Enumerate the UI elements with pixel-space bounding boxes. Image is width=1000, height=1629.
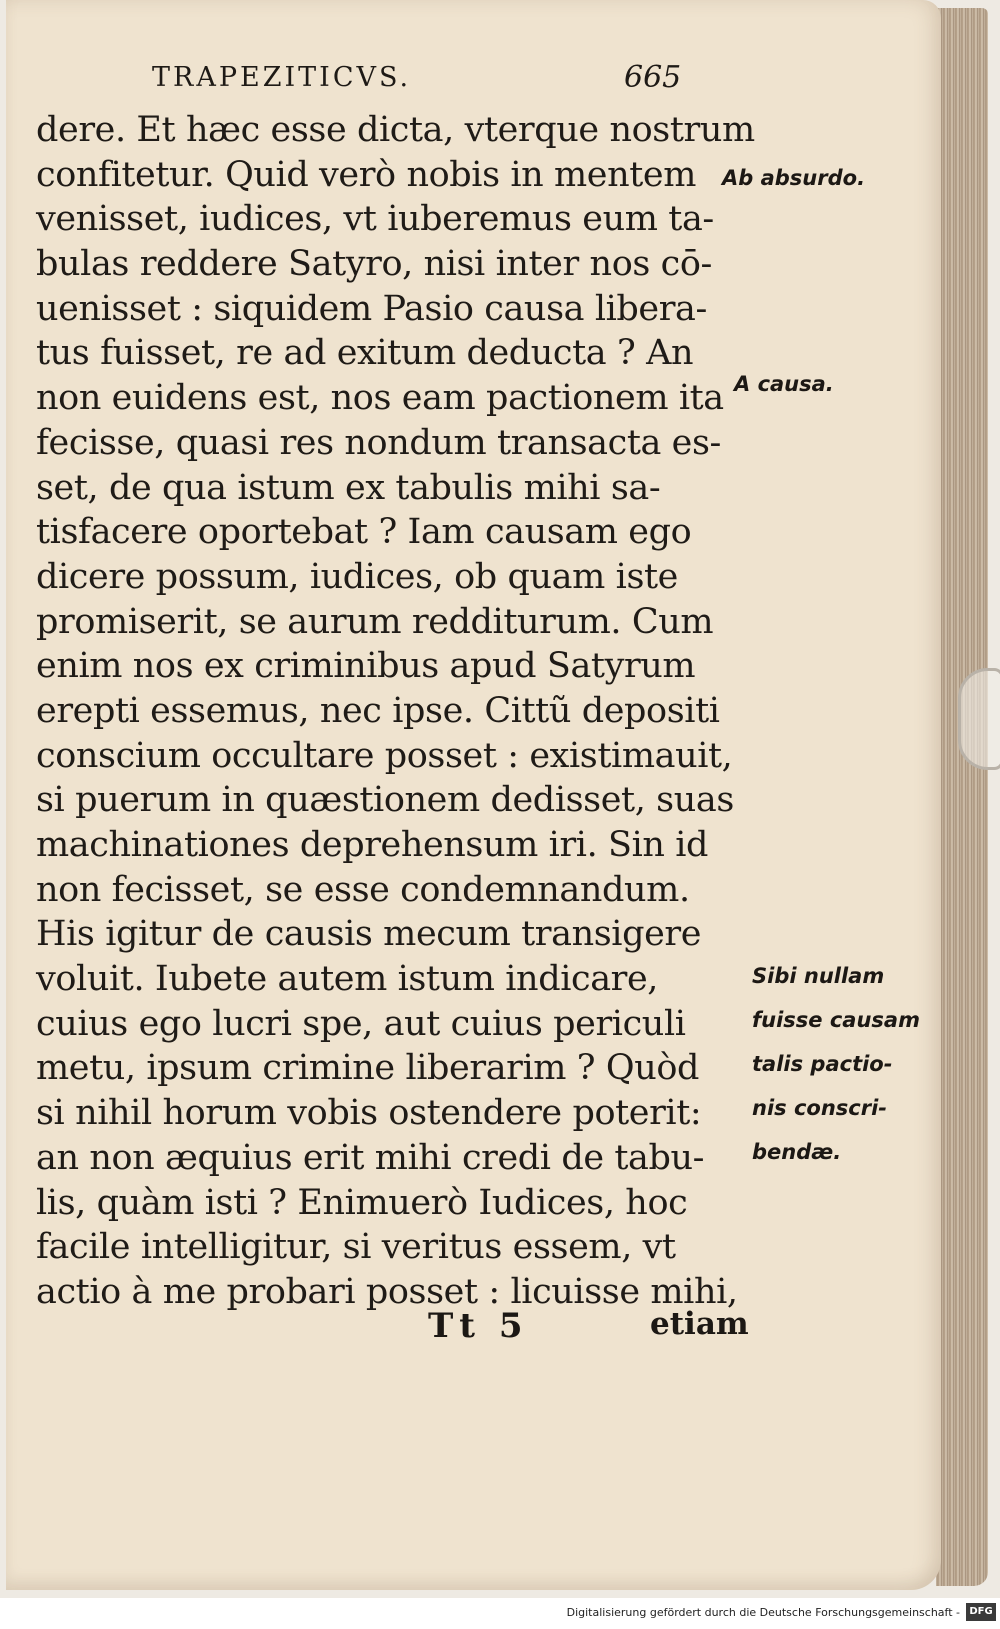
footer-credit: Digitalisierung gefördert durch die Deutsche Forschungsgemeinschaft - (566, 1606, 960, 1619)
text-line: si nihil horum vobis ostendere poterit: (36, 1093, 702, 1134)
running-head-title: TRAPEZITICVS. (152, 62, 412, 93)
text-line: enim nos ex criminibus apud Satyrum (36, 646, 696, 687)
text-line: venisset, iudices, vt iuberemus eum ta- (36, 199, 714, 240)
text-line: dere. Et hæc esse dicta, vterque nostrum (36, 110, 755, 150)
text-line: conscium occultare posset : existimauit, (36, 735, 733, 776)
text-line: metu, ipsum crimine liberarim ? Quòd (36, 1048, 700, 1089)
dfg-logo: DFG (966, 1603, 996, 1621)
text-line: machinationes deprehensum iri. Sin id (36, 825, 709, 865)
digitization-footer (0, 1598, 1000, 1629)
book-fore-edge (936, 8, 988, 1586)
text-line: fecisse, quasi res nondum transacta es- (36, 422, 721, 463)
text-line: confitetur. Quid verò nobis in mentem (36, 154, 697, 195)
text-line: tisfacere oportebat ? Iam causam ego (36, 512, 692, 553)
text-line: His igitur de causis mecum transigere (36, 914, 702, 955)
text-line: lis, quàm isti ? Enimuerò Iudices, hoc (36, 1182, 688, 1223)
margin-note-line: bendæ. (752, 1140, 842, 1164)
body-text (36, 108, 755, 1315)
running-head (152, 62, 712, 102)
page-number: 665 (624, 60, 682, 95)
margin-note-ab-absurdo: Ab absurdo. (722, 166, 866, 190)
text-line: tus fuisset, re ad exitum deducta ? An (36, 333, 694, 374)
text-line: dicere possum, iudices, ob quam iste (36, 556, 678, 597)
margin-note-line: nis conscri- (752, 1096, 888, 1120)
page-clip (958, 668, 1000, 770)
margin-note-line: talis pactio- (752, 1052, 893, 1076)
catchword: etiam (650, 1306, 749, 1342)
margin-note-a-causa: A causa. (734, 372, 834, 396)
text-line: erepti essemus, nec ipse. Cittũ depositi (36, 690, 720, 731)
text-line: facile intelligitur, si veritus essem, vt (36, 1227, 676, 1268)
margin-note-line: fuisse causam (752, 1008, 920, 1032)
text-line: voluit. Iubete autem istum indicare, (36, 959, 659, 1000)
text-line: uenisset : siquidem Pasio causa libera- (36, 288, 707, 329)
text-line: set, de qua istum ex tabulis mihi sa- (36, 467, 661, 508)
text-line: non euidens est, nos eam pactionem ita (36, 378, 724, 419)
margin-note-line: Sibi nullam (752, 964, 885, 988)
text-line: si puerum in quæstionem dedisset, suas (36, 780, 734, 821)
text-line: promiserit, se aurum redditurum. Cum (36, 601, 714, 642)
text-line: non fecisset, se esse condemnandum. (36, 869, 690, 910)
text-line: actio à me probari posset : licuisse mihi, (36, 1271, 738, 1312)
text-line: cuius ego lucri spe, aut cuius periculi (36, 1003, 686, 1044)
text-line: an non æquius erit mihi credi de tabu- (36, 1137, 705, 1178)
text-line: bulas reddere Satyro, nisi inter nos cō- (36, 244, 712, 285)
signature-mark: Tt 5 (428, 1306, 529, 1346)
